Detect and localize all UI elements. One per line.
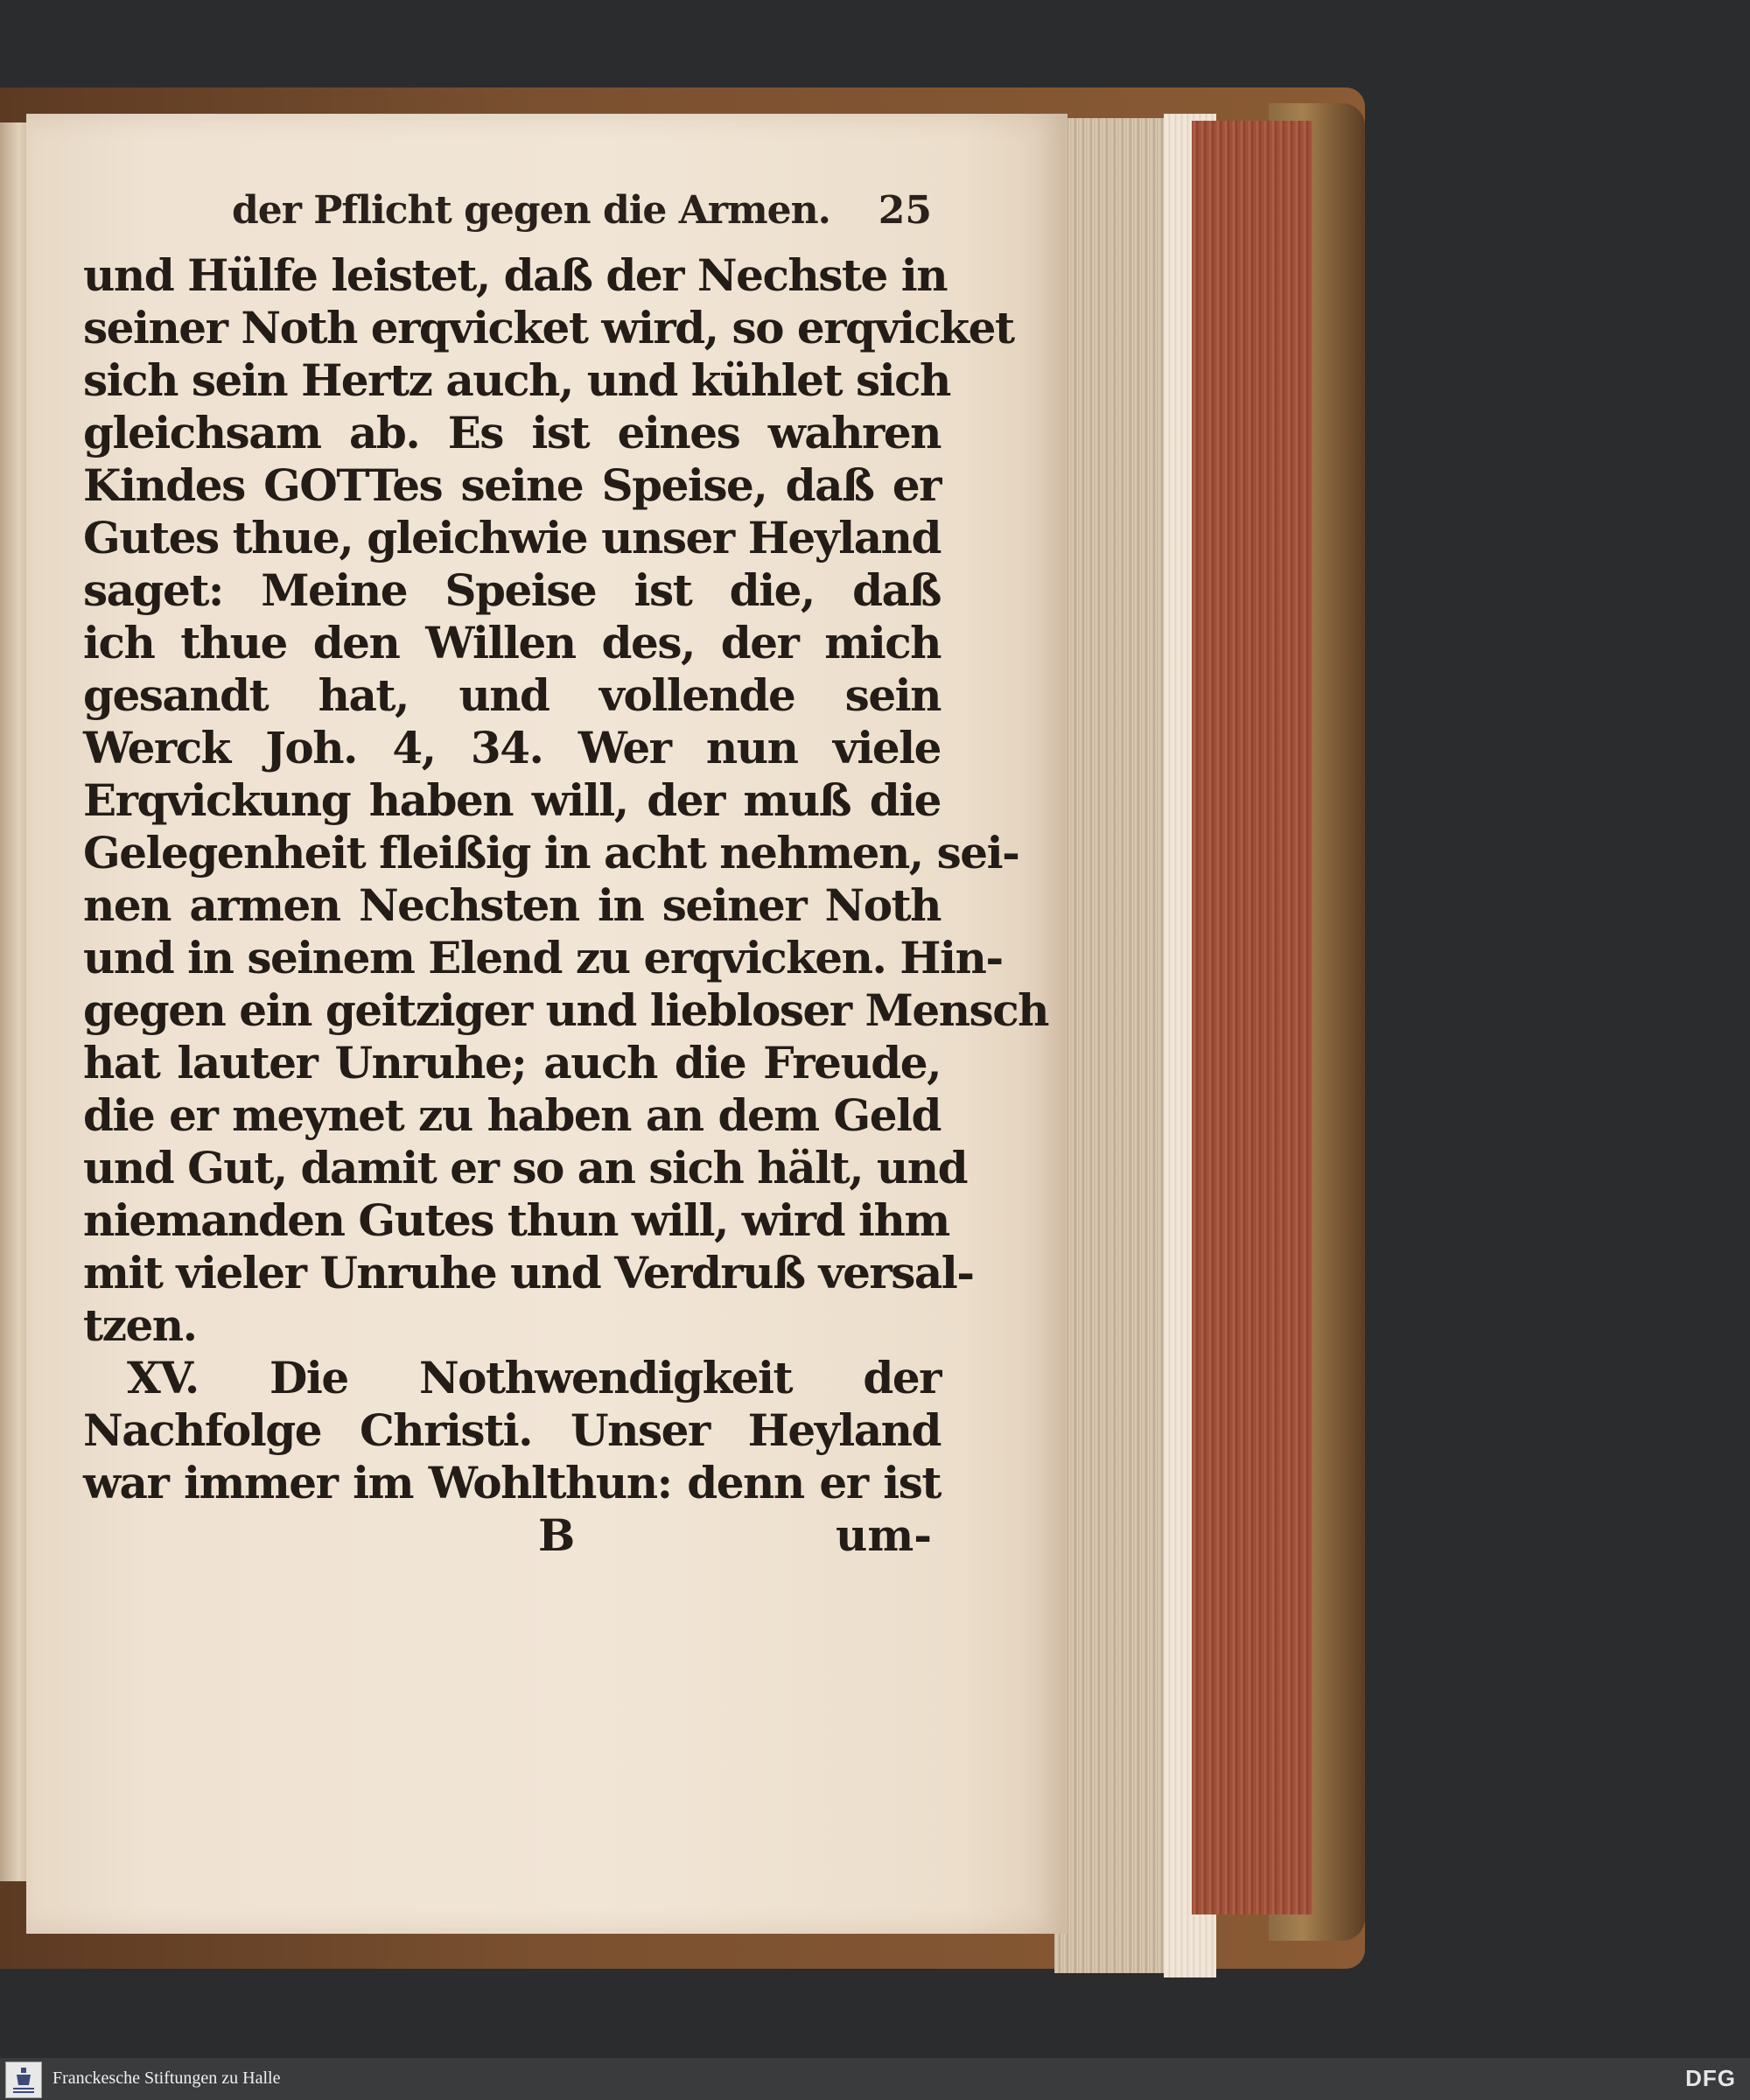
text-line: Erqvickung haben will, der muß die [83, 774, 941, 826]
viewer-footer [0, 2058, 1750, 2100]
footer-institution: Franckesche Stiftungen zu Halle [52, 2068, 281, 2088]
franckesche-stiftungen-logo-icon [5, 2062, 42, 2098]
text-line: Gutes thue, gleichwie unser Heyland [83, 512, 941, 564]
text-line: hat lauter Unruhe; auch die Freude, [83, 1037, 941, 1088]
text-line: und in seinem Elend zu erqvicken. Hin- [83, 932, 1003, 984]
page-header [83, 188, 941, 249]
text-line: Werck Joh. 4, 34. Wer nun viele [83, 722, 941, 774]
text-line: gleichsam ab. Es ist eines wahren [83, 407, 941, 458]
text-line: ich thue den Willen des, der mich [83, 617, 941, 668]
red-page-edge [1192, 121, 1312, 1914]
text-line: Kindes GOTTes seine Speise, daß er [83, 459, 941, 511]
text-line: und Gut, damit er so an sich hält, und [83, 1142, 968, 1194]
text-line: saget: Meine Speise ist die, daß [83, 564, 941, 616]
text-line: und Hülfe leistet, daß der Nechste in [83, 249, 948, 301]
catchword: um- [835, 1509, 932, 1561]
text-line: tzen. [83, 1299, 197, 1351]
dfg-logo: DFG [1685, 2065, 1736, 2091]
page-number: 25 [878, 188, 932, 233]
text-line: die er meynet zu haben an dem Geld [83, 1089, 941, 1141]
text-line: mit vieler Unruhe und Verdruß versal- [83, 1247, 974, 1298]
text-line: niemanden Gutes thun will, wird ihm [83, 1194, 949, 1246]
signature-mark: B [538, 1509, 576, 1561]
text-line: XV. Die Nothwendigkeit der [127, 1352, 941, 1404]
text-line: sich sein Hertz auch, und kühlet sich [83, 354, 950, 406]
running-title: der Pflicht gegen die Armen. [232, 188, 830, 233]
text-line: war immer im Wohlthun: denn er ist [83, 1457, 941, 1508]
text-line: Gelegenheit fleißig in acht nehmen, sei- [83, 827, 1019, 878]
catchword-line [83, 1509, 941, 1571]
text-line: Nachfolge Christi. Unser Heyland [83, 1404, 941, 1456]
text-line: seiner Noth erqvicket wird, so erqvicket [83, 302, 1014, 354]
text-lines [83, 249, 1048, 1509]
page-text [83, 188, 1048, 1571]
text-line: gesandt hat, und vollende sein [83, 669, 941, 721]
text-line: gegen ein geitziger und liebloser Mensch [83, 984, 1048, 1036]
text-line: nen armen Nechsten in seiner Noth [83, 879, 941, 931]
